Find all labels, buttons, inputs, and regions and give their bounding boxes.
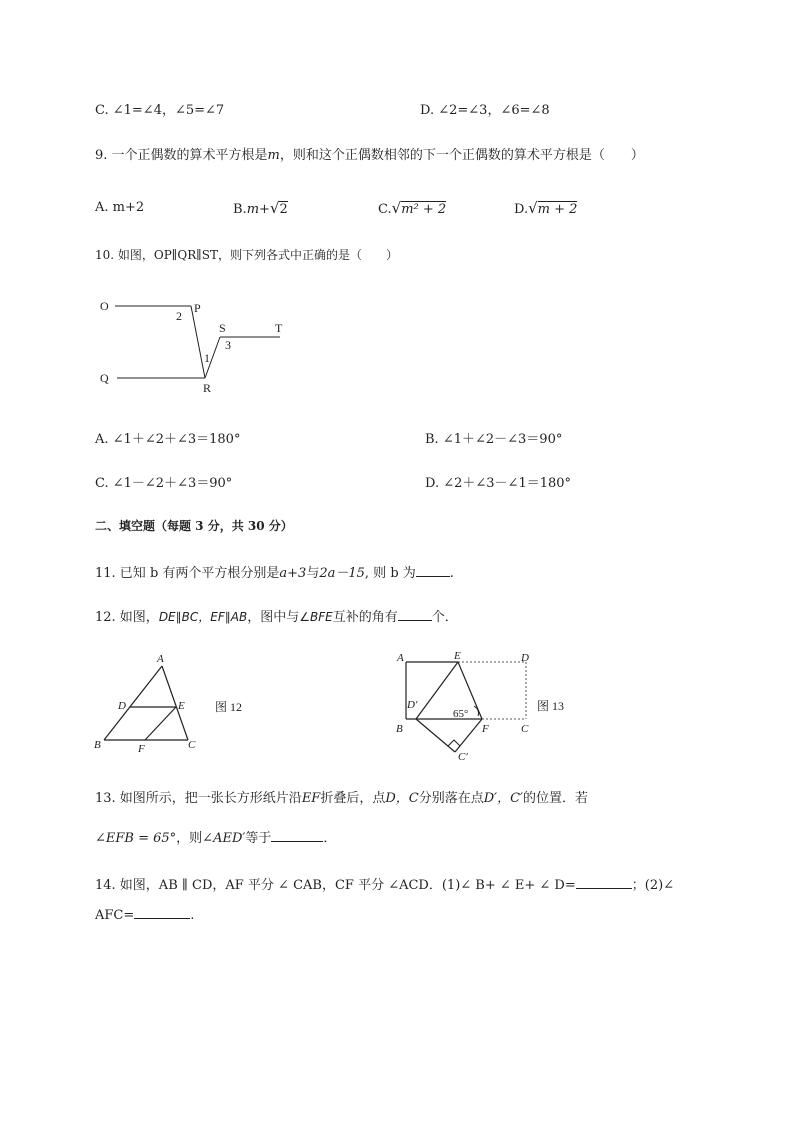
label-a: A [397, 652, 404, 664]
line-pr [191, 306, 205, 378]
label-q: Q [100, 371, 109, 385]
q9-option-b [233, 200, 288, 218]
angle-3-label: 3 [225, 338, 231, 352]
q11-mid: 与 [306, 566, 320, 581]
figure-12-caption: 图 12 [215, 700, 243, 714]
angle-2-label: 2 [176, 309, 182, 323]
line-dprime-cprime [416, 719, 455, 752]
q9-b-radicand: 2 [279, 202, 288, 217]
label-o: O [100, 299, 109, 313]
angle-1-label: 1 [204, 351, 210, 365]
q13-line2-end: 等于 [245, 831, 272, 846]
answer-blank[interactable] [576, 876, 632, 889]
q13-angle-aed: ∠AED′ [202, 831, 246, 846]
q11-stem [95, 564, 454, 582]
label-f: F [482, 723, 489, 735]
line-ef [145, 707, 176, 740]
q9-option-a: A. m+2 [95, 200, 145, 215]
q13-mid-2: 分别落在点 [418, 791, 484, 806]
label-c: C [521, 723, 529, 735]
angle-65-label: 65° [453, 708, 469, 720]
q10-option-c: C. ∠1－∠2＋∠3＝90° [95, 476, 233, 491]
label-d-prime: D′ [407, 699, 418, 711]
figure-13-caption: 图 13 [537, 699, 565, 713]
q9-stem [95, 148, 644, 164]
q14-text-1: 14. 如图，AB ∥ CD，AF 平分 ∠ CAB，CF 平分 ∠ACD．(1)∠ B+ ∠ E+ ∠ D= [95, 878, 576, 893]
label-b: B [94, 739, 101, 751]
label-a: A [157, 653, 164, 665]
radical-icon: √ [269, 199, 280, 217]
q13-line-1 [95, 791, 588, 807]
q12-pre: 12. 如图， [95, 610, 159, 625]
q13-pre: 13. 如图所示，把一张长方形纸片沿 [95, 791, 302, 806]
label-s: S [219, 321, 226, 335]
q9-c-radicand: m² + 2 [401, 202, 447, 217]
q11-expr-2: 2a－15 [319, 566, 365, 581]
answer-blank[interactable] [134, 906, 190, 919]
q9-option-c [378, 200, 446, 218]
q9-d-label: D. [514, 202, 529, 217]
q11-end: . [449, 566, 454, 581]
q11-expr-1: a+3 [279, 566, 307, 581]
q14-line-2 [95, 906, 194, 924]
q10-option-b: B. ∠1＋∠2－∠3＝90° [425, 432, 563, 447]
q9-c-label: C. [378, 202, 392, 217]
q10-option-d: D. ∠2＋∠3－∠1＝180° [425, 476, 572, 491]
q11-pre: 11. 已知 b 有两个平方根分别是 [95, 566, 280, 581]
label-d: D [118, 700, 126, 712]
line-cprime-f [455, 719, 482, 752]
q13-expr-ef: EF [301, 791, 321, 806]
q13-line2-mid: ，则 [176, 831, 203, 846]
answer-blank[interactable] [398, 608, 432, 621]
label-b: B [396, 723, 403, 735]
q13-expr-dc: D，C [385, 791, 419, 806]
figure-13 [390, 648, 590, 760]
q9-option-d [514, 200, 577, 218]
q11-post: , 则 b 为 [364, 566, 416, 581]
line-ab [104, 666, 162, 740]
label-p: P [194, 301, 201, 315]
q14-afc: AFC= [95, 908, 135, 923]
q8-option-c: C. ∠1=∠4，∠5=∠7 [95, 103, 225, 118]
answer-blank[interactable] [416, 564, 450, 577]
q9-b-label: B. [233, 202, 247, 217]
q10-option-a: A. ∠1＋∠2＋∠3＝180° [95, 432, 241, 447]
q8-option-d: D. ∠2=∠3，∠6=∠8 [420, 103, 550, 118]
label-e: E [178, 700, 185, 712]
angle-arc [474, 706, 479, 716]
label-c: C [188, 739, 196, 751]
radical-icon: √ [391, 199, 402, 217]
label-t: T [275, 321, 283, 335]
q12-mid: ，图中与 [247, 610, 300, 625]
q14-line-1 [95, 876, 674, 894]
figure-12 [90, 650, 260, 755]
q13-angle-efb: ∠EFB = 65° [95, 831, 177, 846]
answer-blank[interactable] [271, 829, 323, 842]
section-heading: 二、填空题（每题 3 分，共 30 分） [95, 519, 293, 533]
q9-b-plus: + [259, 202, 270, 217]
q13-line-2 [95, 829, 336, 847]
q9-stem-a: 9. 一个正偶数的算术平方根是 [95, 148, 268, 163]
q12-end: 个． [431, 610, 458, 625]
q13-mid: 折叠后，点 [320, 791, 386, 806]
q12-expr-2: ∠BFE [299, 610, 333, 624]
q9-var-m: m [267, 148, 280, 163]
q10-stem: 10. 如图，OP∥QR∥ST，则下列各式中正确的是（ ） [95, 248, 398, 262]
q9-stem-b: ，则和这个正偶数相邻的下一个正偶数的算术平方根是（ ） [279, 148, 644, 163]
q12-post: 互补的角有 [332, 610, 398, 625]
label-e: E [454, 650, 461, 662]
q12-expr-1: DE∥BC，EF∥AB [158, 610, 248, 624]
right-angle-mark [448, 740, 460, 746]
q12-stem [95, 608, 458, 626]
line-ed-prime [416, 662, 458, 719]
q14-text-2: ；(2)∠ [631, 878, 675, 893]
q10-figure [95, 292, 295, 402]
q13-expr-dc-prime: D′，C′ [483, 791, 524, 806]
q14-end: . [190, 908, 195, 923]
label-d: D [521, 652, 529, 664]
q9-b-m: m [246, 202, 260, 217]
label-r: R [203, 381, 212, 395]
q9-d-radicand: m + 2 [537, 202, 578, 217]
q13-line2-tail: ． [323, 831, 337, 846]
label-c-prime: C′ [458, 751, 468, 760]
radical-icon: √ [528, 199, 538, 217]
q13-line1-end: 的位置．若 [523, 791, 589, 806]
label-f: F [138, 743, 145, 755]
